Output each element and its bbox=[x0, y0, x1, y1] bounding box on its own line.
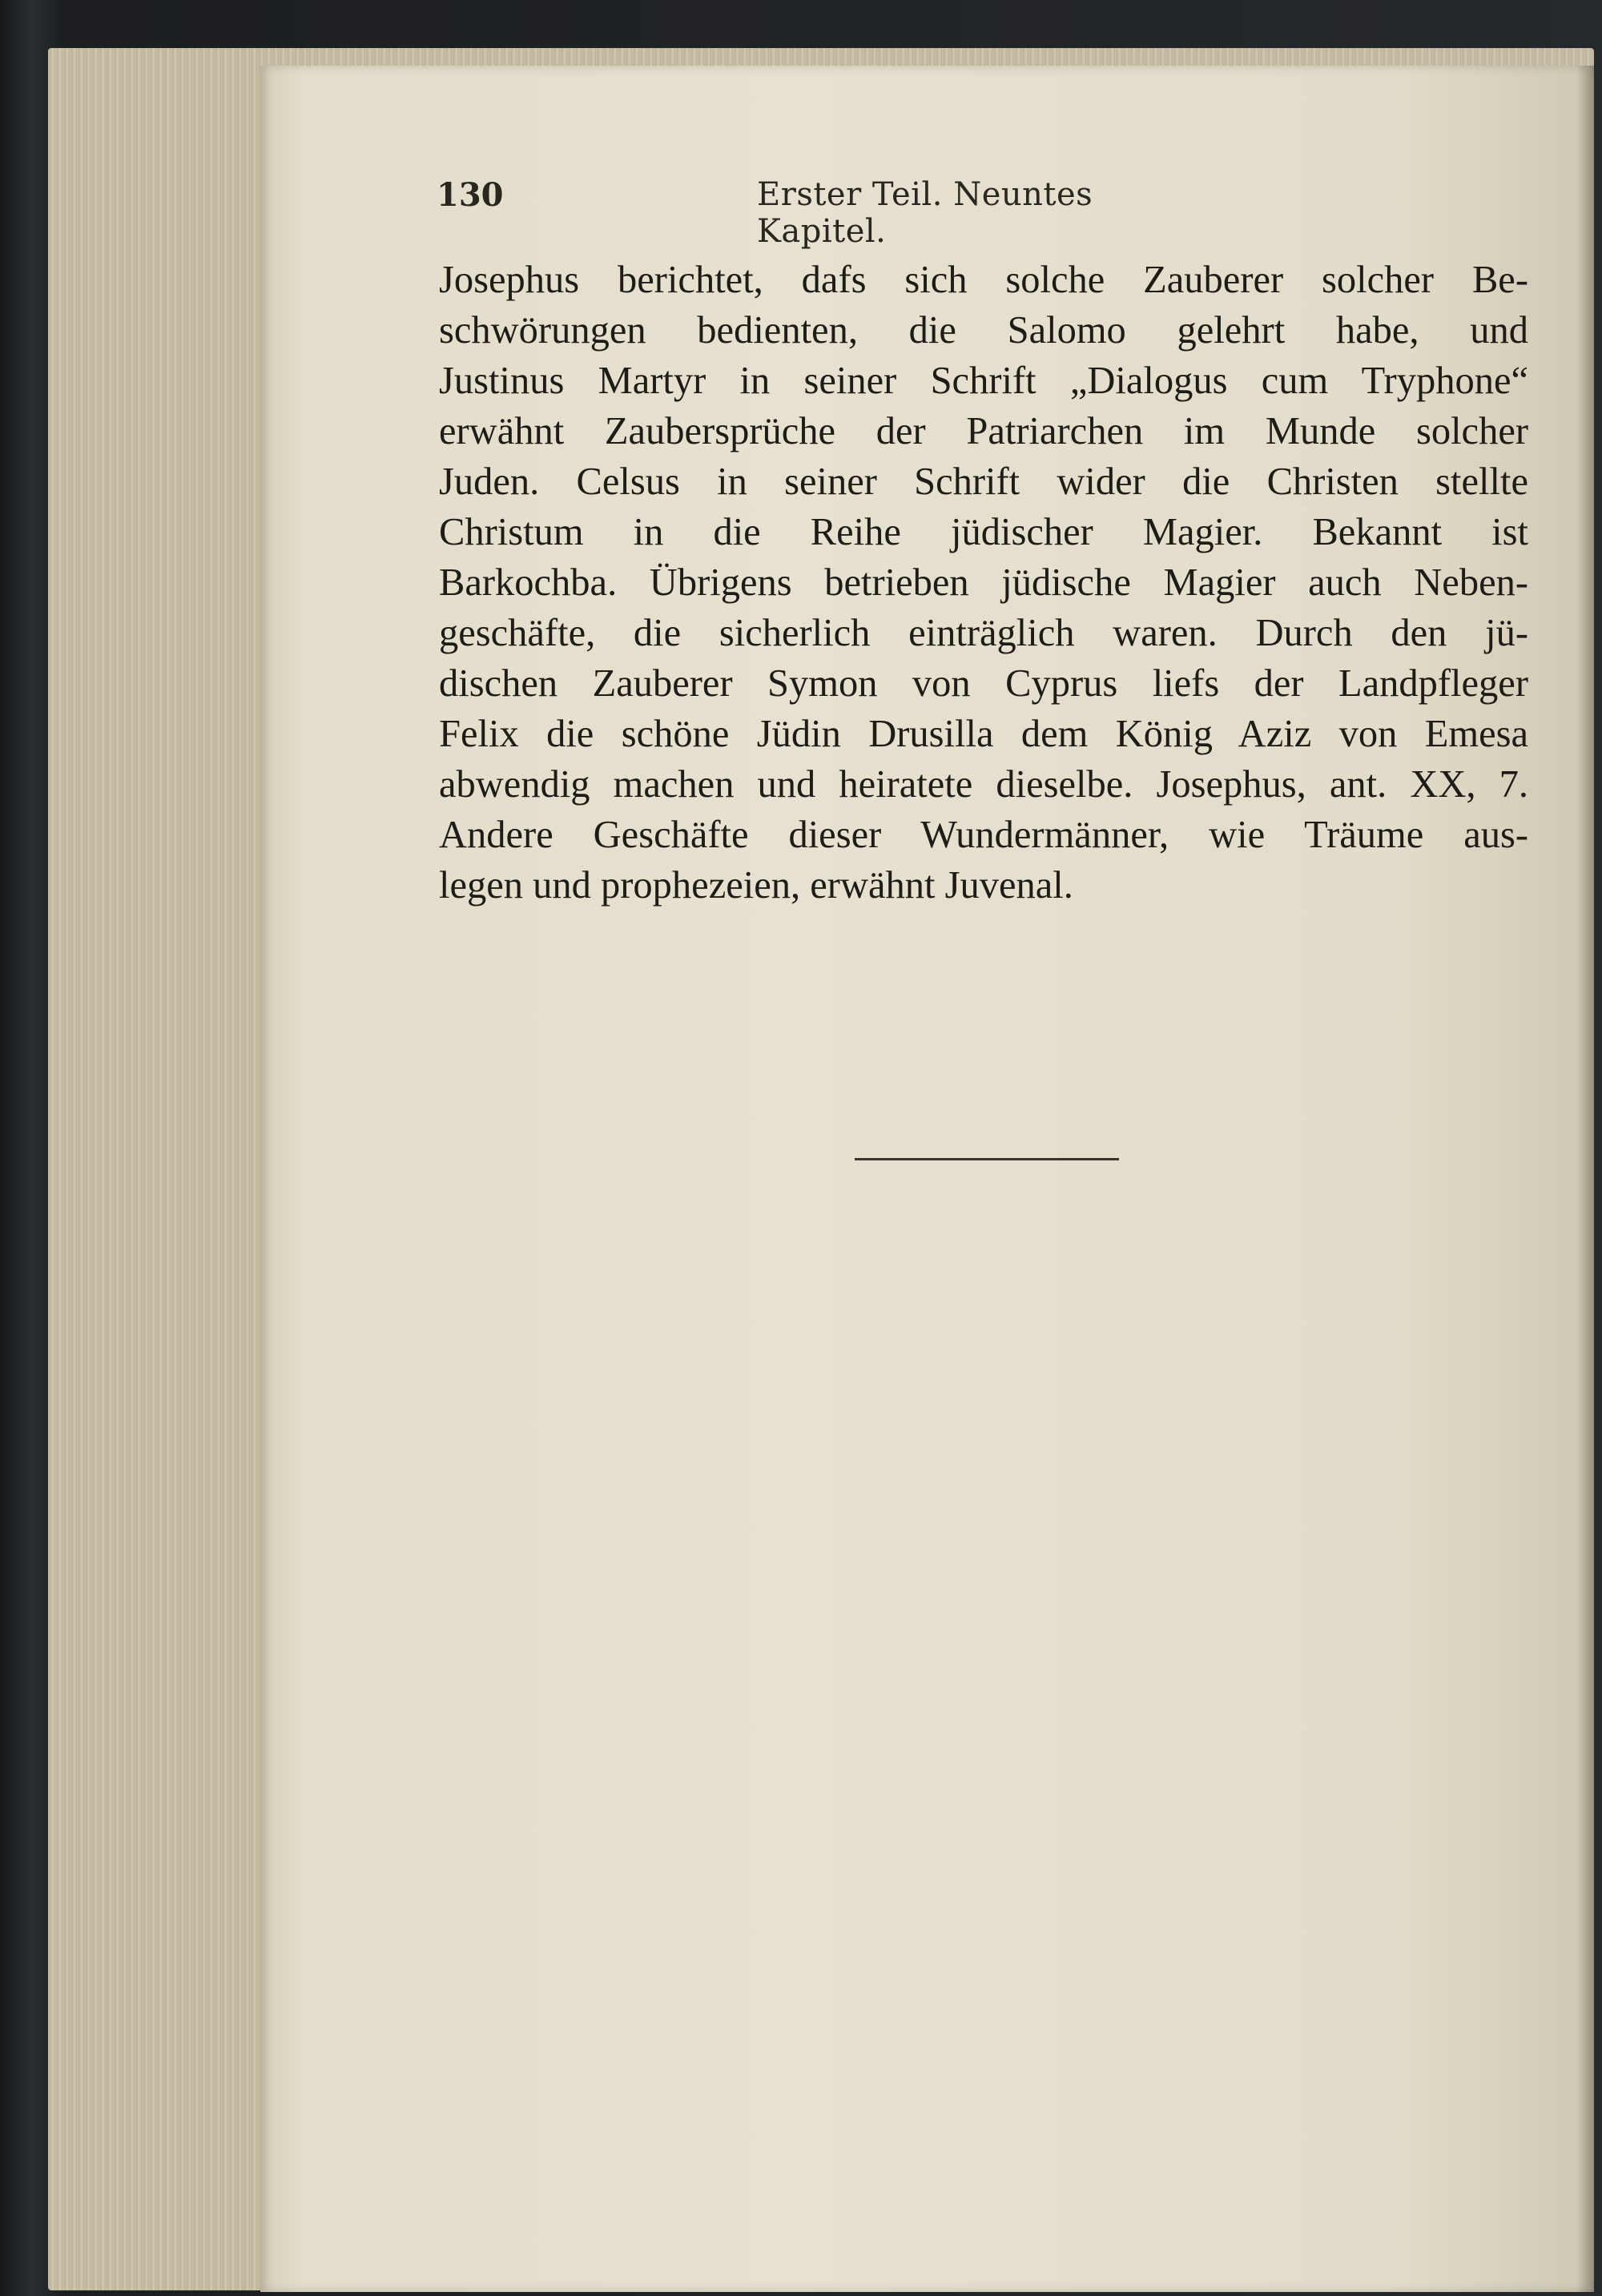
page-header bbox=[437, 176, 1222, 250]
section-end-rule bbox=[855, 1158, 1119, 1160]
text-line: legen und prophezeien, erwähnt Juvenal. bbox=[439, 864, 1073, 907]
text-line: Barkochba. Übrigens betrieben jüdische Magier auch Neben- bbox=[439, 561, 1528, 604]
text-line: Christum in die Reihe jüdischer Magier. Bekannt ist bbox=[439, 511, 1528, 553]
text-line: dischen Zauberer Symon von Cyprus liefs der Landpfleger bbox=[439, 662, 1528, 705]
text-line: Juden. Celsus in seiner Schrift wider die Christen stellte bbox=[439, 460, 1528, 503]
text-line: geschäfte, die sicherlich einträglich waren. Durch den jü- bbox=[439, 612, 1528, 654]
body-paragraph bbox=[439, 255, 1528, 911]
text-line: erwähnt Zaubersprüche der Patriarchen im Munde solcher bbox=[439, 410, 1528, 452]
text-line: schwörungen bedienten, die Salomo gelehrt habe, und bbox=[439, 309, 1528, 352]
page-number: 130 bbox=[437, 176, 504, 214]
text-line: abwendig machen und heiratete dieselbe. Josephus, ant. XX, 7. bbox=[439, 763, 1528, 806]
text-line: Justinus Martyr in seiner Schrift „Dialogus cum Tryphone“ bbox=[439, 360, 1528, 402]
page-shadow bbox=[1576, 66, 1594, 2292]
text-line: Andere Geschäfte dieser Wundermänner, wie Träume aus- bbox=[439, 814, 1528, 856]
running-title: Erster Teil. Neuntes Kapitel. bbox=[757, 176, 1093, 250]
text-line: Felix die schöne Jüdin Drusilla dem König Aziz von Emesa bbox=[439, 713, 1528, 755]
text-line: Josephus berichtet, dafs sich solche Zauberer solcher Be- bbox=[439, 259, 1528, 301]
